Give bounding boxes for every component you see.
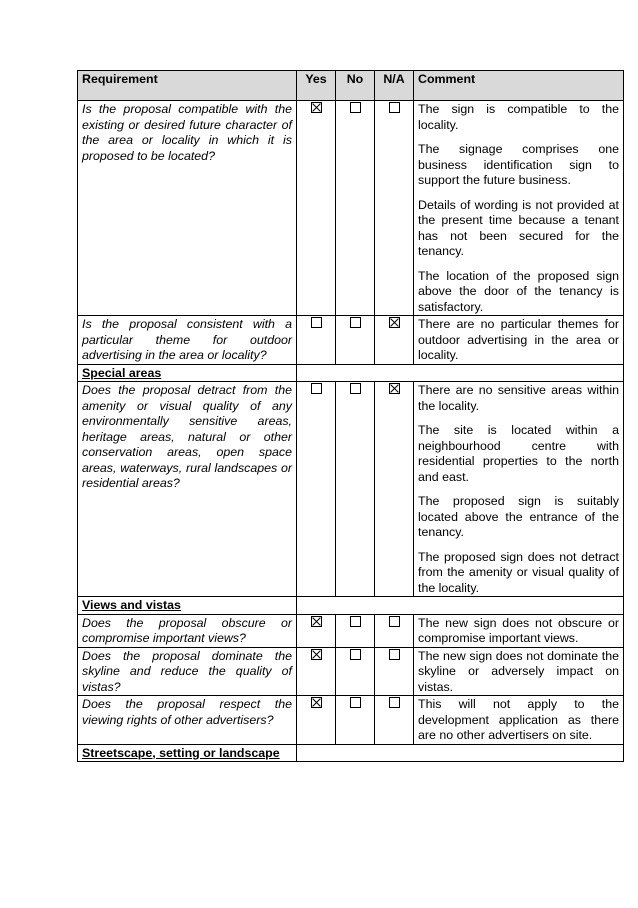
no-cell <box>336 647 375 696</box>
header-comment: Comment <box>414 71 624 101</box>
yes-cell <box>297 647 336 696</box>
no-cell <box>336 101 375 316</box>
comment-paragraph: The new sign does not dominate the skyline or adversely impact on vistas. <box>418 648 619 694</box>
requirement-cell: Does the proposal dominate the skyline and reduce the quality of vistas? <box>78 647 297 696</box>
comment-paragraph: The proposed sign does not detract from the amenity or visual quality of the locality. <box>418 549 619 595</box>
comment-cell <box>414 647 624 696</box>
empty-checkbox-icon[interactable] <box>311 383 322 394</box>
empty-checkbox-icon[interactable] <box>389 616 400 627</box>
section-heading-spacer <box>297 364 624 382</box>
yes-cell <box>297 101 336 316</box>
table-row <box>78 647 624 696</box>
checked-box-icon[interactable] <box>389 383 400 394</box>
comment-paragraph: The proposed sign is suitably located above the entrance of the tenancy. <box>418 494 619 539</box>
na-cell <box>375 382 414 597</box>
comment-paragraph: This will not apply to the development application as there are no other advertisers on site. <box>418 697 619 742</box>
section-heading-spacer <box>297 744 624 762</box>
checked-box-icon[interactable] <box>311 697 322 708</box>
empty-checkbox-icon[interactable] <box>350 383 361 394</box>
empty-checkbox-icon[interactable] <box>311 317 322 328</box>
yes-cell <box>297 614 336 647</box>
section-heading: Special areas <box>78 364 297 382</box>
na-cell <box>375 647 414 696</box>
requirement-cell: Does the proposal respect the viewing rights of other advertisers? <box>78 696 297 745</box>
section-heading-row <box>78 364 624 382</box>
no-cell <box>336 316 375 365</box>
requirement-cell: Does the proposal detract from the amenity or visual quality of any environmentally sensitive areas, heritage areas, natural or other conservation areas, open space areas, waterways, rural landscapes or residential areas? <box>78 382 297 597</box>
empty-checkbox-icon[interactable] <box>389 649 400 660</box>
table-row <box>78 382 624 597</box>
header-no: No <box>336 71 375 101</box>
assessment-table <box>77 70 624 762</box>
requirement-cell: Does the proposal obscure or compromise important views? <box>78 614 297 647</box>
no-cell <box>336 614 375 647</box>
section-heading: Views and vistas <box>78 597 297 615</box>
yes-cell <box>297 696 336 745</box>
comment-paragraph: The sign is compatible to the locality. <box>418 102 619 132</box>
empty-checkbox-icon[interactable] <box>350 317 361 328</box>
empty-checkbox-icon[interactable] <box>389 697 400 708</box>
na-cell <box>375 101 414 316</box>
table-row <box>78 316 624 365</box>
header-requirement: Requirement <box>78 71 297 101</box>
comment-cell <box>414 316 624 365</box>
no-cell <box>336 382 375 597</box>
section-heading-row <box>78 597 624 615</box>
section-heading-row <box>78 744 624 762</box>
section-heading-spacer <box>297 597 624 615</box>
comment-paragraph: There are no particular themes for outdoor advertising in the area or locality. <box>418 317 619 362</box>
empty-checkbox-icon[interactable] <box>350 649 361 660</box>
requirement-cell: Is the proposal consistent with a particular theme for outdoor advertising in the area or locality? <box>78 316 297 365</box>
comment-paragraph: The new sign does not obscure or compromise important views. <box>418 615 619 645</box>
checked-box-icon[interactable] <box>311 649 322 660</box>
comment-paragraph: The site is located within a neighbourhood centre with residential properties to the north and east. <box>418 423 619 484</box>
checked-box-icon[interactable] <box>311 102 322 113</box>
section-heading: Streetscape, setting or landscape <box>78 744 297 762</box>
table-row <box>78 696 624 745</box>
empty-checkbox-icon[interactable] <box>350 697 361 708</box>
table-header-row <box>78 71 624 101</box>
empty-checkbox-icon[interactable] <box>350 616 361 627</box>
checked-box-icon[interactable] <box>389 317 400 328</box>
empty-checkbox-icon[interactable] <box>389 102 400 113</box>
comment-paragraph: The location of the proposed sign above the door of the tenancy is satisfactory. <box>418 268 619 314</box>
table-row <box>78 101 624 316</box>
na-cell <box>375 696 414 745</box>
comment-cell <box>414 101 624 316</box>
na-cell <box>375 614 414 647</box>
checked-box-icon[interactable] <box>311 616 322 627</box>
no-cell <box>336 696 375 745</box>
na-cell <box>375 316 414 365</box>
empty-checkbox-icon[interactable] <box>350 102 361 113</box>
yes-cell <box>297 382 336 597</box>
requirement-cell: Is the proposal compatible with the existing or desired future character of the area or locality in which it is proposed to be located? <box>78 101 297 316</box>
header-yes: Yes <box>297 71 336 101</box>
comment-paragraph: Details of wording is not provided at the present time because a tenant has not been secured for the tenancy. <box>418 197 619 258</box>
comment-cell <box>414 614 624 647</box>
header-na: N/A <box>375 71 414 101</box>
comment-cell <box>414 696 624 745</box>
comment-cell <box>414 382 624 597</box>
table-row <box>78 614 624 647</box>
comment-paragraph: There are no sensitive areas within the locality. <box>418 383 619 413</box>
yes-cell <box>297 316 336 365</box>
comment-paragraph: The signage comprises one business identification sign to support the future business. <box>418 142 619 187</box>
